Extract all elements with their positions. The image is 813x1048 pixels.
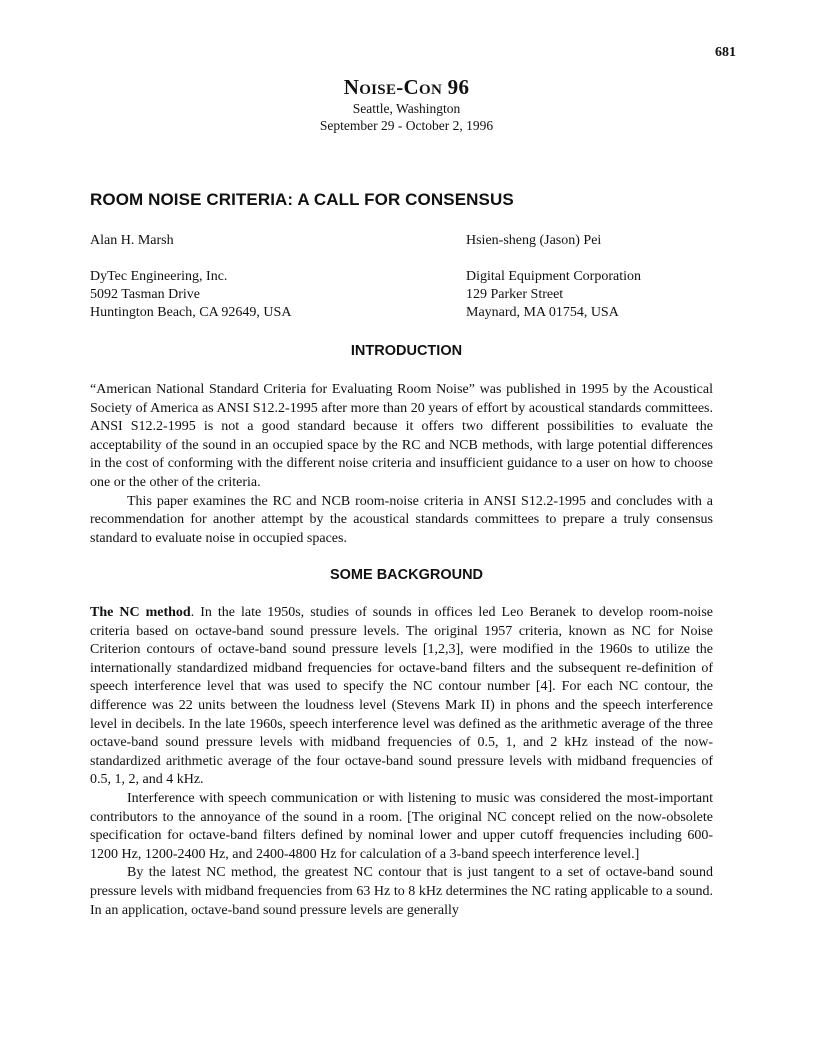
author-affiliation-line: Huntington Beach, CA 92649, USA xyxy=(90,305,292,320)
paragraph: Interference with speech communication or with listening to music was considered the most-important contributors to the annoyance of the sound in a room. [The original NC concept relied on the now-obsolete specification for octave-band filters defined by nominal lower and upper cutoff frequencies including 600-1200 Hz, 1200-2400 Hz, and 2400-4800 Hz for calculation of a 3-band speech interference level.] xyxy=(90,790,713,862)
conference-header xyxy=(0,74,813,134)
paper-title: ROOM NOISE CRITERIA: A CALL FOR CONSENSUS xyxy=(90,190,514,209)
author-name: Alan H. Marsh xyxy=(90,233,174,248)
author-affiliation-line: 5092 Tasman Drive xyxy=(90,287,200,302)
run-in-heading: The NC method xyxy=(90,605,191,620)
author-affiliation-line: Digital Equipment Corporation xyxy=(466,269,641,284)
paragraph: By the latest NC method, the greatest NC contour that is just tangent to a set of octave-band sound pressure levels with midband frequencies from 63 Hz to 8 kHz determines the NC rating applicable to a sound. In an application, octave-band sound pressure levels are generally xyxy=(90,865,713,918)
introduction-body xyxy=(90,381,713,548)
section-heading-background: SOME BACKGROUND xyxy=(329,567,484,583)
author-2 xyxy=(466,232,641,322)
author-affiliation-line: 129 Parker Street xyxy=(466,287,564,302)
conference-dates: September 29 - October 2, 1996 xyxy=(319,118,494,133)
paragraph xyxy=(90,604,713,790)
author-1 xyxy=(90,232,291,322)
author-affiliation-line: DyTec Engineering, Inc. xyxy=(90,269,228,284)
conference-title: Noise-Con 96 xyxy=(343,75,470,99)
background-body xyxy=(90,604,713,920)
author-affiliation-line: Maynard, MA 01754, USA xyxy=(466,305,619,320)
section-heading-introduction: INTRODUCTION xyxy=(350,343,463,359)
author-name: Hsien-sheng (Jason) Pei xyxy=(466,233,602,248)
conference-location: Seattle, Washington xyxy=(352,101,461,116)
paragraph: This paper examines the RC and NCB room-noise criteria in ANSI S12.2-1995 and concludes with a recommendation for another attempt by the acoustical standards committees to prepare a truly consensus standard to evaluate noise in occupied spaces. xyxy=(90,493,713,546)
paragraph: “American National Standard Criteria for Evaluating Room Noise” was published in 1995 by the Acoustical Society of America as ANSI S12.2-1995 after more than 20 years of effort by acoustical standards committees. ANSI S12.2-1995 is not a good standard because it offers two different possibilities to evaluate the acceptability of the sound in an occupied space by the RC and NCB methods, with large potential differences in the cost of conforming with the different noise criteria and insufficient guidance to a user on how to choose one or the other of the criteria. xyxy=(90,382,713,490)
paragraph-text: . In the late 1950s, studies of sounds in offices led Leo Beranek to develop room-noise criteria based on octave-band sound pressure levels. The original 1957 criteria, known as NC for Noise Criterion contours of octave-band sound pressure levels [1,2,3], were modified in the 1960s to utilize the internationally standardized midband frequencies for octave-band filters and the subsequent re-definition of speech interference level that was used to specify the NC contour number [4]. For each NC contour, the difference was 22 units between the loudness level (Stevens Mark II) in phons and the speech interference level in decibels. In the late 1960s, speech interference level was defined as the arithmetic average of the three octave-band sound pressure levels with midband frequencies of 0.5, 1, and 2 kHz instead of the now-standardized arithmetic average of the four octave-band sound pressure levels with midband frequencies of 0.5, 1, 2, and 4 kHz. xyxy=(90,605,713,788)
page-number: 681 xyxy=(715,45,736,60)
